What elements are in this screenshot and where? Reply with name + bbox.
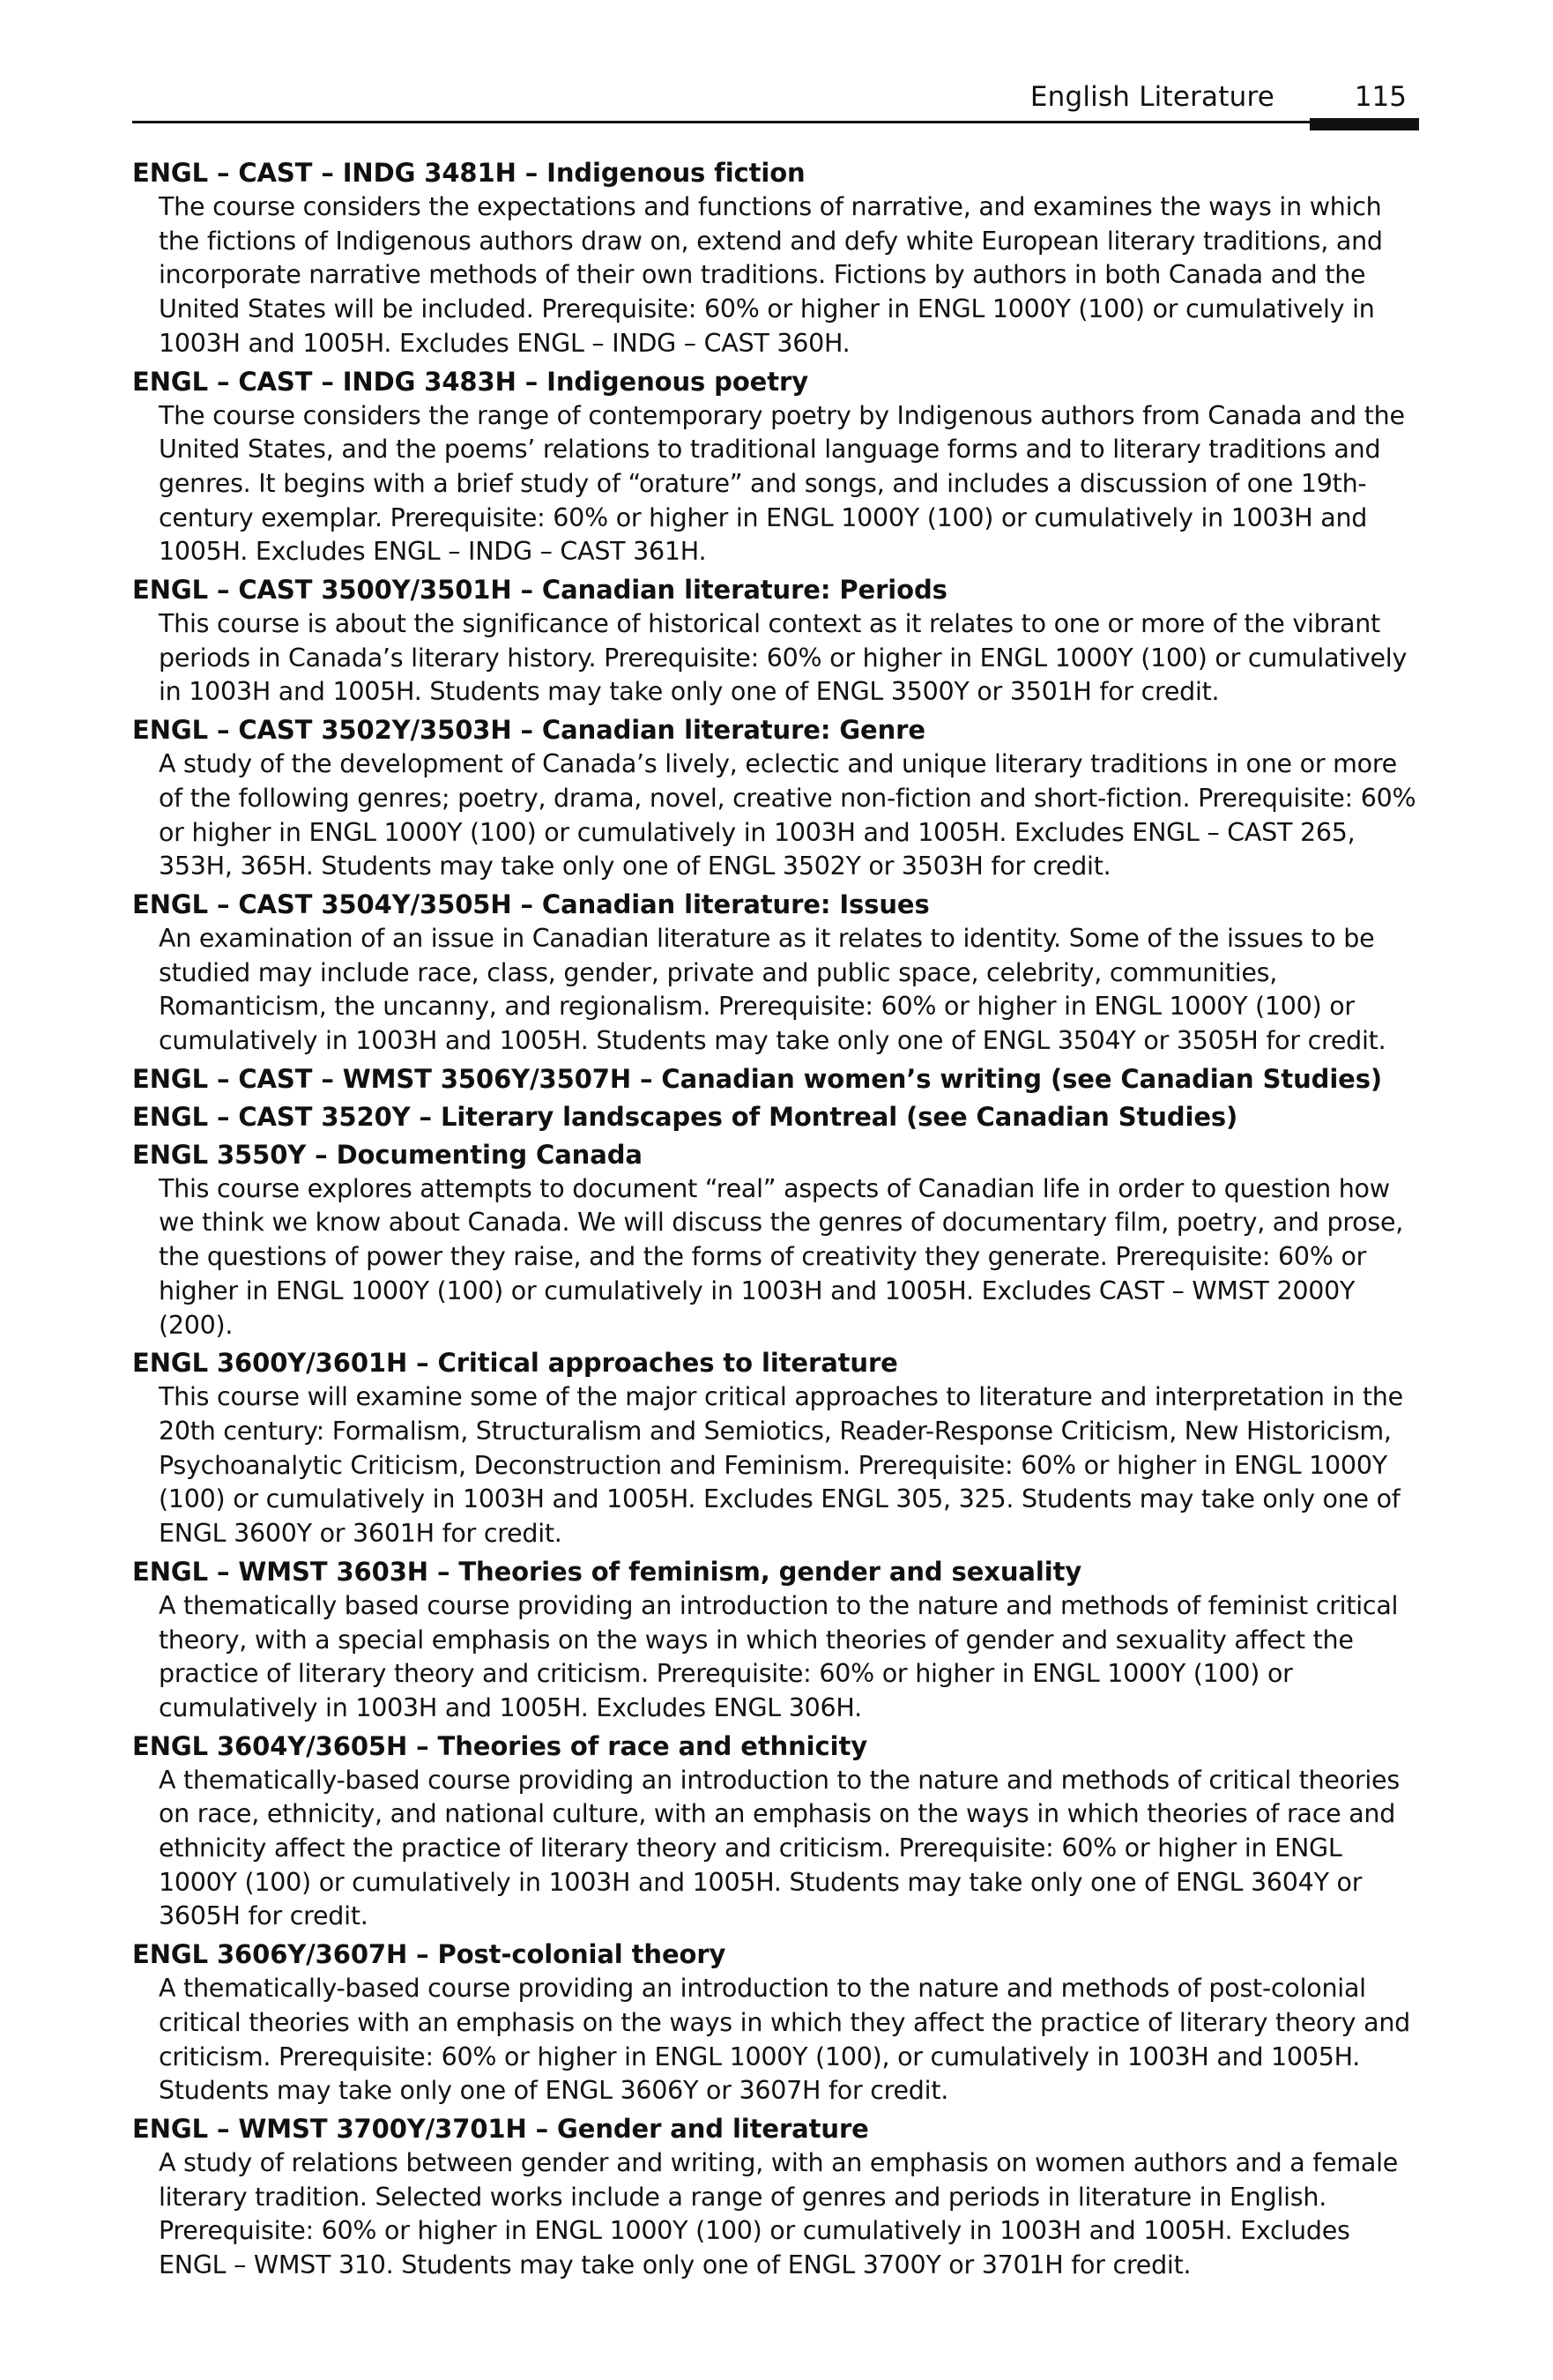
- course-description: A study of the development of Canada’s lively, eclectic and unique literary traditions in one or more of the following genres; poetry, drama, novel, creative non-fiction and short-fiction. Prerequisite: 60% or higher in ENGL 1000Y (100) or cumulatively in 1003H and 1005H. Excludes ENGL – CAST 265, 353H, 365H. Students may take only one of ENGL 3502Y or 3503H for credit.: [159, 749, 1416, 881]
- course-entry: [132, 888, 1419, 1059]
- course-entry: [132, 573, 1419, 710]
- course-entry: [132, 1100, 1419, 1134]
- header-tab: [1310, 118, 1419, 130]
- course-entry: [132, 156, 1419, 361]
- course-entry: [132, 1062, 1419, 1097]
- course-title: ENGL – WMST 3700Y/3701H – Gender and literature: [132, 2113, 869, 2144]
- course-description: The course considers the expectations and functions of narrative, and examines the ways in which the fictions of Indigenous authors draw on, extend and defy white European literary traditions, and incorporate narrative methods of their own traditions. Fictions by authors in both Canada and the United States will be included. Prerequisite: 60% or higher in ENGL 1000Y (100) or cumulatively in 1003H and 1005H. Excludes ENGL – INDG – CAST 360H.: [159, 192, 1383, 358]
- course-description: This course explores attempts to document “real” aspects of Canadian life in order to question how we think we know about Canada. We will discuss the genres of documentary film, poetry, and prose, the questions of power they raise, and the forms of creativity they generate. Prerequisite: 60% or higher in ENGL 1000Y (100) or cumulatively in 1003H and 1005H. Excludes CAST – WMST 2000Y (200).: [159, 1173, 1404, 1340]
- course-description: This course will examine some of the major critical approaches to literature and interpretation in the 20th century: Formalism, Structuralism and Semiotics, Reader-Response Criticism, New Historicism, Psychoanalytic Criticism, Deconstruction and Feminism. Prerequisite: 60% or higher in ENGL 1000Y (100) or cumulatively in 1003H and 1005H. Excludes ENGL 305, 325. Students may take only one of ENGL 3600Y or 3601H for credit.: [159, 1382, 1403, 1549]
- course-entry: [132, 2112, 1419, 2283]
- page-number: 115: [1354, 81, 1407, 113]
- course-description: The course considers the range of contemporary poetry by Indigenous authors from Canada and the United States, and the poems’ relations to traditional language forms and to literary traditions and genres. It begins with a brief study of “orature” and songs, and includes a discussion of one 19th-century exemplar. Prerequisite: 60% or higher in ENGL 1000Y (100) or cumulatively in 1003H and 1005H. Excludes ENGL – INDG – CAST 361H.: [159, 400, 1405, 567]
- course-title: ENGL – CAST 3502Y/3503H – Canadian literature: Genre: [132, 715, 925, 746]
- header-rule: [132, 121, 1419, 123]
- course-entry: [132, 365, 1419, 570]
- course-description: A thematically-based course providing an introduction to the nature and methods of post-colonial critical theories with an emphasis on the ways in which they affect the practice of literary theory and criticism. Prerequisite: 60% or higher in ENGL 1000Y (100), or cumulatively in 1003H and 1005H. Students may take only one of ENGL 3606Y or 3607H for credit.: [159, 1974, 1410, 2106]
- page-header: [132, 78, 1419, 130]
- running-head: English Literature: [1029, 81, 1274, 113]
- course-list: [132, 156, 1419, 2287]
- course-entry: [132, 713, 1419, 884]
- course-entry: [132, 1555, 1419, 1726]
- course-description: This course is about the significance of historical context as it relates to one or more of the vibrant periods in Canada’s literary history. Prerequisite: 60% or higher in ENGL 1000Y (100) or cumulatively in 1003H and 1005H. Students may take only one of ENGL 3500Y or 3501H for credit.: [159, 609, 1408, 707]
- course-title: ENGL – WMST 3603H – Theories of feminism, gender and sexuality: [132, 1556, 1082, 1587]
- course-description: A thematically-based course providing an introduction to the nature and methods of critical theories on race, ethnicity, and national culture, with an emphasis on the ways in which theories of race and ethnicity affect the practice of literary theory and criticism. Prerequisite: 60% or higher in ENGL 1000Y (100) or cumulatively in 1003H and 1005H. Students may take only one of ENGL 3604Y or 3605H for credit.: [159, 1765, 1400, 1931]
- course-title: ENGL – CAST 3520Y – Literary landscapes of Montreal (see Canadian Studies): [132, 1101, 1238, 1132]
- course-entry: [132, 1346, 1419, 1551]
- course-title: ENGL 3606Y/3607H – Post-colonial theory: [132, 1939, 726, 1970]
- course-description: A thematically based course providing an introduction to the nature and methods of feminist critical theory, with a special emphasis on the ways in which theories of gender and sexuality affect the practice of literary theory and criticism. Prerequisite: 60% or higher in ENGL 1000Y (100) or cumulatively in 1003H and 1005H. Excludes ENGL 306H.: [159, 1590, 1399, 1722]
- course-title: ENGL – CAST – WMST 3506Y/3507H – Canadian women’s writing (see Canadian Studies): [132, 1063, 1383, 1094]
- course-title: ENGL – CAST 3504Y/3505H – Canadian literature: Issues: [132, 889, 930, 919]
- course-entry: [132, 1937, 1419, 2109]
- course-title: ENGL – CAST – INDG 3483H – Indigenous poetry: [132, 366, 809, 397]
- course-title: ENGL 3550Y – Documenting Canada: [132, 1139, 643, 1170]
- course-title: ENGL 3604Y/3605H – Theories of race and ethnicity: [132, 1730, 868, 1761]
- course-description: An examination of an issue in Canadian literature as it relates to identity. Some of the issues to be studied may include race, class, gender, private and public space, celebrity, communities, Romanticism, the uncanny, and regionalism. Prerequisite: 60% or higher in ENGL 1000Y (100) or cumulatively in 1003H and 1005H. Students may take only one of ENGL 3504Y or 3505H for credit.: [159, 923, 1386, 1056]
- course-title: ENGL 3600Y/3601H – Critical approaches to literature: [132, 1348, 898, 1379]
- course-title: ENGL – CAST – INDG 3481H – Indigenous fiction: [132, 158, 806, 188]
- course-description: A study of relations between gender and writing, with an emphasis on women authors and a female literary tradition. Selected works include a range of genres and periods in literature in English. Prerequisite: 60% or higher in ENGL 1000Y (100) or cumulatively in 1003H and 1005H. Excludes ENGL – WMST 310. Students may take only one of ENGL 3700Y or 3701H for credit.: [159, 2147, 1399, 2280]
- course-entry: [132, 1138, 1419, 1343]
- course-title: ENGL – CAST 3500Y/3501H – Canadian literature: Periods: [132, 575, 947, 606]
- course-entry: [132, 1729, 1419, 1935]
